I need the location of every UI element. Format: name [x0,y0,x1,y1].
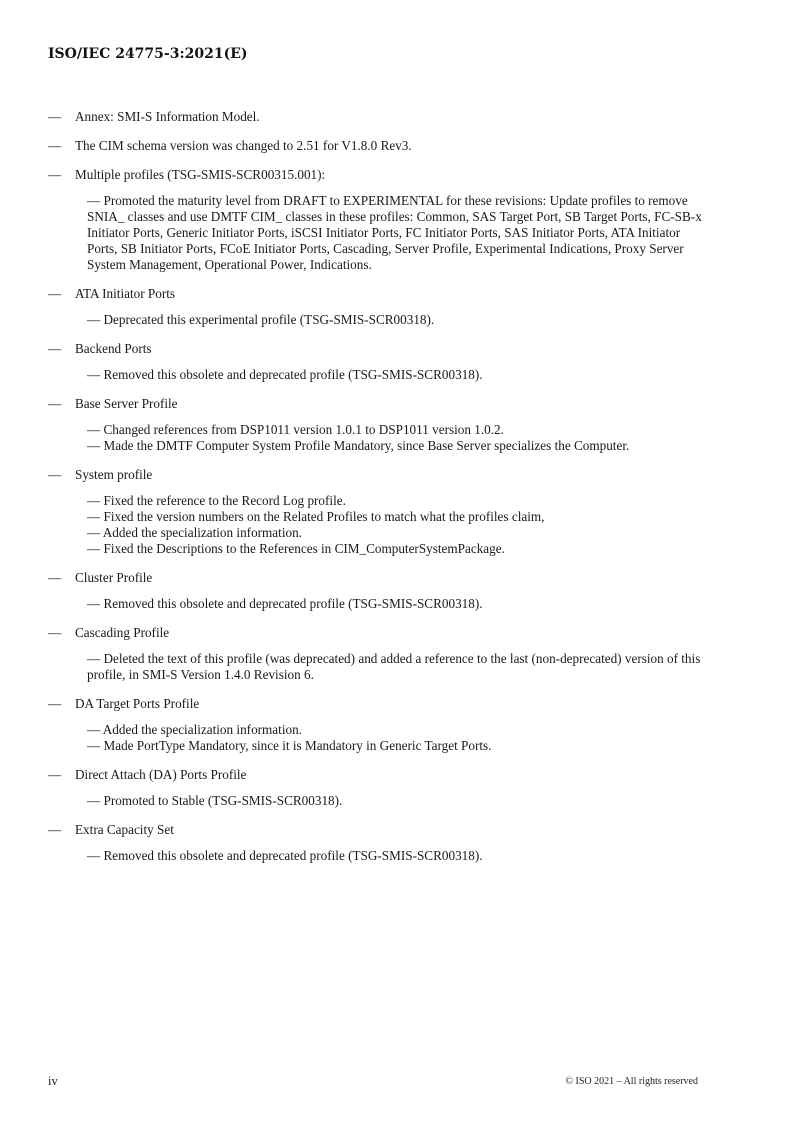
list-item-text: Base Server Profile [75,396,178,411]
sub-item-text: — Added the specialization information. [87,722,302,737]
list-item [48,138,703,154]
list-dash: — [48,696,62,711]
list-dash: — [48,286,62,301]
sub-item-text: — Removed this obsolete and deprecated profile (TSG-SMIS-SCR00318). [87,367,483,382]
sub-item-group [87,722,703,754]
list-dash: — [48,467,62,482]
page-number: iv [48,1074,58,1088]
list-item [48,467,703,483]
sub-item-text: — Deprecated this experimental profile (TSG-SMIS-SCR00318). [87,312,435,327]
list-item [48,109,703,125]
list-item-text: Annex: SMI-S Information Model. [75,109,260,124]
list-item [48,286,703,302]
list-item [48,625,703,641]
sub-item-text: — Removed this obsolete and deprecated profile (TSG-SMIS-SCR00318). [87,848,483,863]
sub-item-group [87,422,703,454]
list-dash: — [48,767,62,782]
list-dash: — [48,341,62,356]
sub-item-group [87,793,703,809]
list-item [48,696,703,712]
copyright-notice: © ISO 2021 – All rights reserved [565,1076,698,1087]
sub-item-group [87,596,703,612]
list-item-text: Multiple profiles (TSG-SMIS-SCR00315.001): [75,167,326,182]
sub-item-text: — Added the specialization information. [87,525,302,540]
sub-item-group [87,367,703,383]
sub-item-text: — Fixed the Descriptions to the References in CIM_ComputerSystemPackage. [87,541,505,556]
sub-item-group [87,493,703,557]
list-dash: — [48,625,62,640]
list-item [48,167,703,183]
list-item [48,822,703,838]
list-dash: — [48,396,62,411]
sub-item-group [87,651,703,683]
revision-list [48,106,703,870]
list-dash: — [48,822,62,837]
sub-item-text: — Deleted the text of this profile (was deprecated) and added a reference to the last (non-deprecated) version of this profile, in SMI-S Version 1.4.0 Revision 6. [87,651,701,682]
sub-item-text: — Promoted the maturity level from DRAFT to EXPERIMENTAL for these revisions: Update profiles to remove SNIA_ classes and use DMTF CIM_ classes in these profiles: Common, SAS Target Port, SB Target Ports, FC-SB-x Initiator Ports, Generic Initiator Ports, iSCSI Initiator Ports, FC Initiator Ports, SAS Initiator Ports, ATA Initiator Ports, SB Initiator Ports, FCoE Initiator Ports, Cascading, Server Profile, Experimental Indications, Proxy Server System Management, Operational Power, Indications. [87,193,702,272]
list-item [48,570,703,586]
list-item [48,396,703,412]
list-item-text: ATA Initiator Ports [75,286,176,301]
list-item-text: Extra Capacity Set [75,822,174,837]
list-item-text: System profile [75,467,153,482]
sub-item-text: — Promoted to Stable (TSG-SMIS-SCR00318). [87,793,343,808]
list-dash: — [48,138,62,153]
sub-item-text: — Changed references from DSP1011 version 1.0.1 to DSP1011 version 1.0.2. [87,422,504,437]
list-item-text: Direct Attach (DA) Ports Profile [75,767,247,782]
sub-item-text: — Made the DMTF Computer System Profile Mandatory, since Base Server specializes the Computer. [87,438,630,453]
list-dash: — [48,167,62,182]
sub-item-group [87,312,703,328]
sub-item-group [87,193,703,273]
list-item-text: Backend Ports [75,341,152,356]
list-item-text: Cluster Profile [75,570,153,585]
list-item-text: DA Target Ports Profile [75,696,200,711]
list-item [48,341,703,357]
list-item-text: The CIM schema version was changed to 2.51 for V1.8.0 Rev3. [75,138,412,153]
list-dash: — [48,109,62,124]
sub-item-group [87,848,703,864]
list-dash: — [48,570,62,585]
sub-item-text: — Fixed the version numbers on the Related Profiles to match what the profiles claim, [87,509,545,524]
sub-item-text: — Fixed the reference to the Record Log profile. [87,493,346,508]
sub-item-text: — Removed this obsolete and deprecated profile (TSG-SMIS-SCR00318). [87,596,483,611]
sub-item-text: — Made PortType Mandatory, since it is Mandatory in Generic Target Ports. [87,738,492,753]
document-header: ISO/IEC 24775-3:2021(E) [48,46,248,62]
list-item [48,767,703,783]
list-item-text: Cascading Profile [75,625,170,640]
